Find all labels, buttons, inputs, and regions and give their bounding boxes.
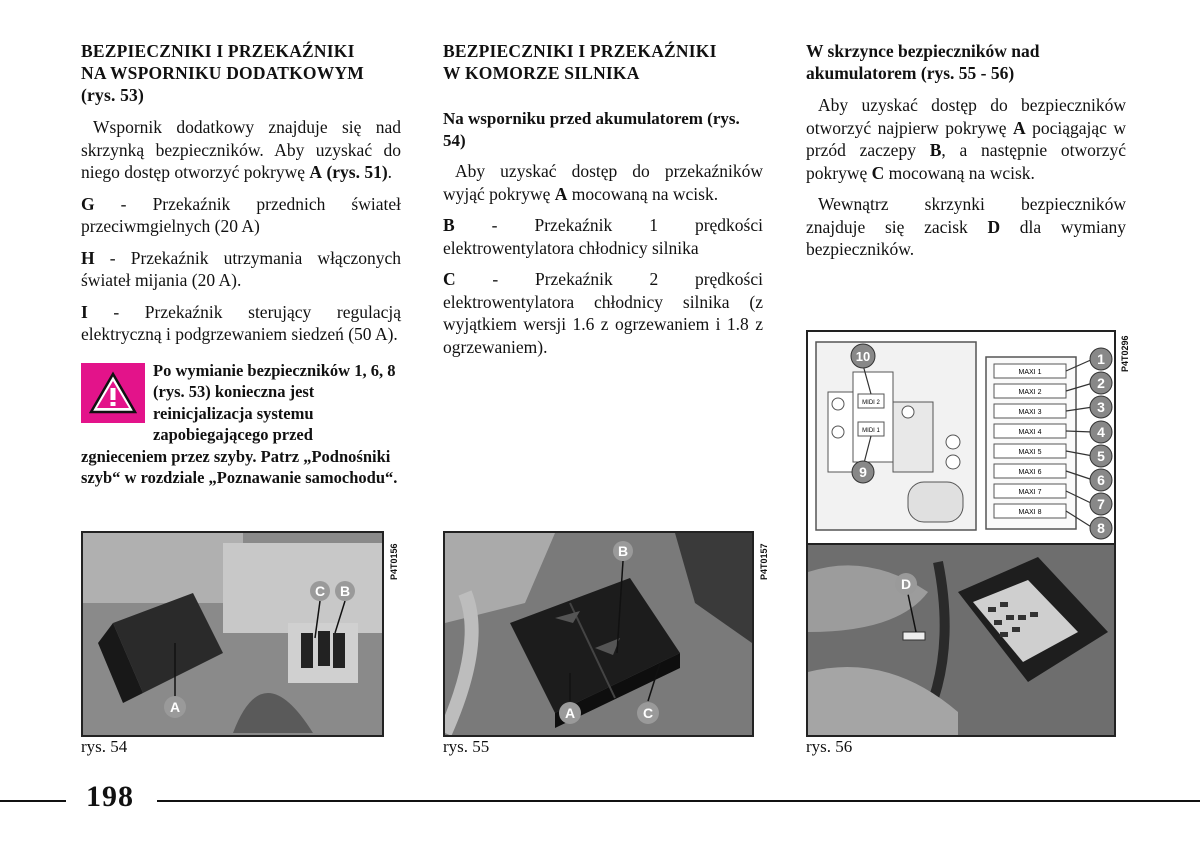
fig-label: B xyxy=(617,543,629,559)
callout: 1 xyxy=(1097,351,1105,367)
callout: 8 xyxy=(1097,520,1105,536)
text: pociągając w przód zaczepy xyxy=(806,117,1126,160)
column-1 xyxy=(81,40,401,489)
footer-rule xyxy=(0,800,66,802)
figure-code: P4T0157 xyxy=(759,543,769,580)
page-number: 198 xyxy=(86,780,134,813)
section-heading xyxy=(443,40,763,84)
warning-note xyxy=(81,360,401,489)
heading-line: NA WSPORNIKU DODATKOWYM xyxy=(81,63,364,83)
maxi-label: MAXI 5 xyxy=(1018,449,1042,456)
text: . xyxy=(387,162,393,182)
relay-text: - Przekaźnik 2 prędkości elektrowentylatora chłodnicy silnika (z wyjątkiem wersji 1.6 z ogrzewaniem i 1.8 z ogrzewaniem). xyxy=(443,269,763,357)
maxi-label: MAXI 4 xyxy=(1018,429,1042,436)
paragraph xyxy=(443,160,763,205)
fig-label: C xyxy=(314,583,326,599)
text: mocowaną na wcisk. xyxy=(884,162,1035,183)
figure-code: P4T0156 xyxy=(389,543,399,580)
text-bold: A xyxy=(554,183,568,204)
relay-key: G xyxy=(81,193,95,214)
figure-55-photo xyxy=(443,531,754,737)
fig-label: A xyxy=(169,699,181,715)
heading-line: W KOMORZE SILNIKA xyxy=(443,63,640,83)
text-bold: C xyxy=(871,162,885,183)
heading-line: (rys. 53) xyxy=(81,85,145,105)
fuse-diagram xyxy=(808,332,1114,735)
callout: 3 xyxy=(1097,399,1105,415)
relay-text: - Przekaźnik 1 prędkości elektrowentylatora chłodnicy silnika xyxy=(443,215,763,258)
maxi-label: MAXI 8 xyxy=(1018,509,1042,516)
relay-key: H xyxy=(81,247,95,268)
text: , a następnie otworzyć pokrywę xyxy=(806,140,1127,183)
heading-line: BEZPIECZNIKI I PRZEKAŹNIKI xyxy=(443,41,717,61)
figure-caption: rys. 56 xyxy=(806,737,853,756)
maxi-label: MAXI 7 xyxy=(1018,489,1042,496)
text: Wewnątrz skrzynki bezpieczników znajduje się zacisk xyxy=(806,194,1126,237)
midi-label: MIDI 1 xyxy=(862,428,880,434)
text: Wspornik dodatkowy znajduje się nad skrzynką bezpieczników. Aby uzyskać do niego dostęp otworzyć pokrywę xyxy=(81,117,401,182)
figure-caption: rys. 54 xyxy=(81,737,128,756)
figure-56-diagram xyxy=(806,330,1116,737)
relay-item xyxy=(443,268,763,358)
callout: 9 xyxy=(859,464,867,480)
relay-text: - Przekaźnik utrzymania włączonych świateł mijania (20 A). xyxy=(81,247,401,290)
relay-key: C xyxy=(443,269,456,289)
relay-key: B xyxy=(443,215,455,235)
fig-label: A xyxy=(564,705,576,721)
relay-item xyxy=(81,193,401,238)
maxi-label: MAXI 2 xyxy=(1018,389,1042,396)
fig-label: C xyxy=(642,705,654,721)
text: Aby uzyskać dostęp do bezpieczników otworzyć najpierw pokrywę xyxy=(806,95,1126,138)
relay-text: - Przekaźnik przednich świateł przeciwmgielnych (20 A) xyxy=(81,193,401,236)
subheading: Na wsporniku przed akumulatorem (rys. 54) xyxy=(443,109,740,150)
text: Aby uzyskać dostęp do przekaźników wyjąć pokrywę xyxy=(443,161,763,204)
maxi-label: MAXI 1 xyxy=(1018,369,1042,376)
paragraph xyxy=(806,193,1126,261)
callout: 5 xyxy=(1097,448,1105,464)
paragraph xyxy=(806,94,1126,184)
text: dla wymiany bezpieczników. xyxy=(806,216,1126,259)
callout: 7 xyxy=(1097,496,1105,512)
fig-label: B xyxy=(339,583,351,599)
fuse-box-illustration xyxy=(445,533,752,735)
midi-label: MIDI 2 xyxy=(862,400,880,406)
text-bold: D xyxy=(987,216,1001,237)
maxi-label: MAXI 6 xyxy=(1018,469,1042,476)
warning-text: Po wymianie bezpieczników 1, 6, 8 (rys. 53) konieczna jest reinicjalizacja systemu zapobiegającego przed zgnieceniem przez szyby. Patrz „Podnośniki szyb“ w rozdziale „Poznawanie samochodu“. xyxy=(81,360,398,487)
callout: 2 xyxy=(1097,375,1105,391)
warning-icon xyxy=(81,363,145,423)
relay-text: - Przekaźnik sterujący regulacją elektryczną i podgrzewaniem siedzeń (50 A). xyxy=(81,301,401,344)
subheading: W skrzynce bezpieczników nad akumulatorem (rys. 55 - 56) xyxy=(806,41,1040,83)
callout: 4 xyxy=(1097,424,1105,440)
engine-bay-illustration xyxy=(83,533,382,735)
heading-line: BEZPIECZNIKI I PRZEKAŹNIKI xyxy=(81,41,355,61)
footer-rule xyxy=(157,800,1200,802)
figure-code: P4T0296 xyxy=(1120,335,1130,372)
text-bold: B xyxy=(929,140,942,160)
relay-item xyxy=(443,214,763,259)
paragraph xyxy=(81,116,401,184)
text: mocowaną na wcisk. xyxy=(567,183,719,204)
column-3 xyxy=(806,40,1126,270)
relay-item xyxy=(81,247,401,292)
figure-caption: rys. 55 xyxy=(443,737,490,756)
fig-label: D xyxy=(900,576,912,592)
relay-key: I xyxy=(81,301,88,322)
callout: 6 xyxy=(1097,472,1105,488)
text-bold: (rys. 51) xyxy=(326,162,388,182)
section-heading xyxy=(81,40,401,106)
maxi-label: MAXI 3 xyxy=(1018,409,1042,416)
relay-item xyxy=(81,301,401,346)
text-bold: A xyxy=(1012,117,1026,138)
figure-54-photo xyxy=(81,531,384,737)
column-2 xyxy=(443,40,763,367)
text-bold: A xyxy=(309,162,323,182)
callout: 10 xyxy=(855,349,871,364)
